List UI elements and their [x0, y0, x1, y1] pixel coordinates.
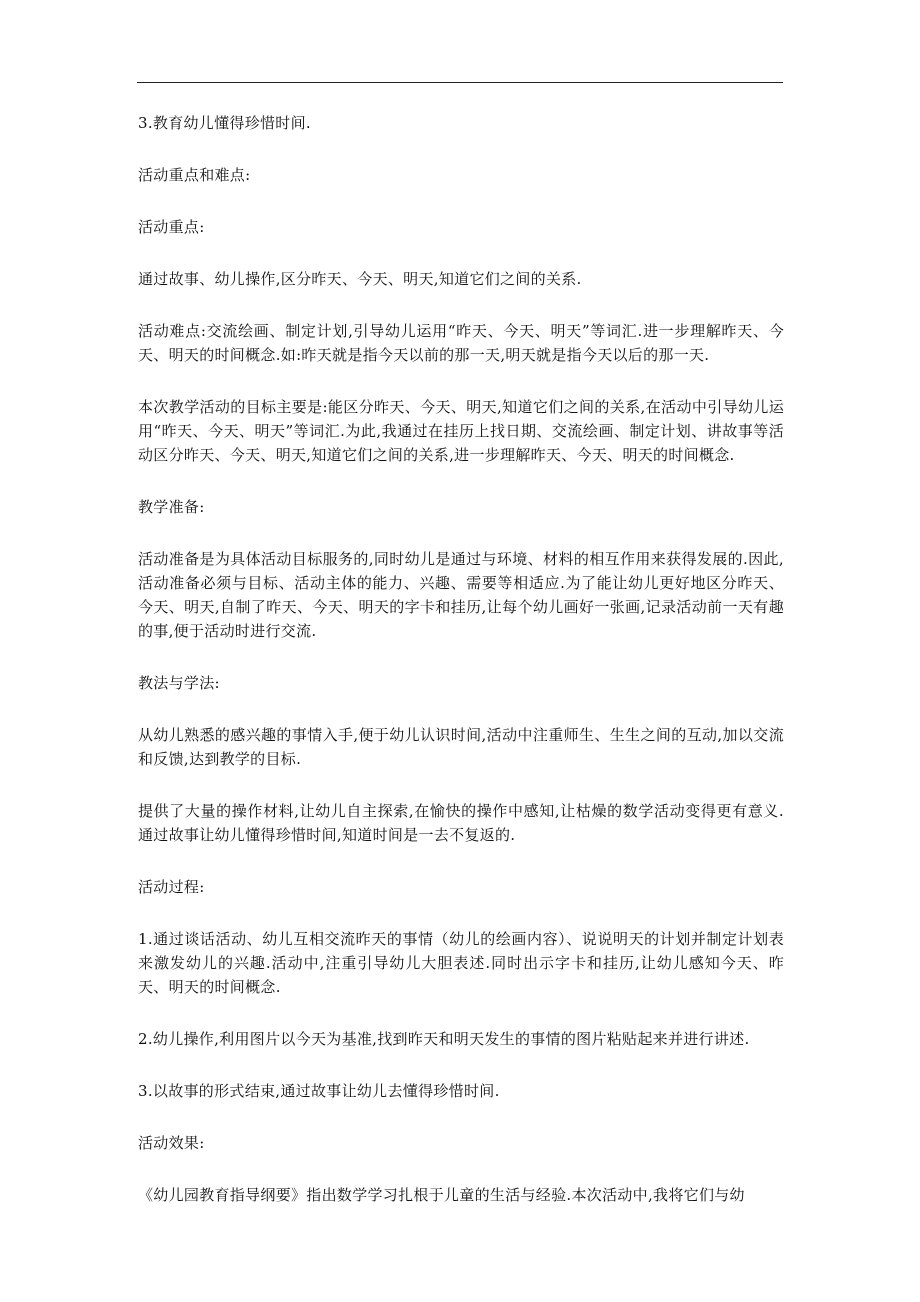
process-step-1: 1.通过谈话活动、幼儿互相交流昨天的事情（幼儿的绘画内容）、说说明天的计划并制定计划表来激发幼儿的兴趣.活动中,注重引导幼儿大胆表述.同时出示字卡和挂历,让幼儿感知今天、昨天、明天的时间概念.	[138, 930, 784, 996]
difficult-points-text: 活动难点:交流绘画、制定计划,引导幼儿运用“昨天、今天、明天”等词汇.进一步理解昨天、今天、明天的时间概念.如:昨天就是指今天以前的那一天,明天就是指今天以后的那一天.	[138, 322, 784, 364]
section-heading-preparation: 教学准备:	[138, 498, 205, 516]
methods-text-1: 从幼儿熟悉的感兴趣的事情入手,便于幼儿认识时间,活动中注重师生、生生之间的互动,加以交流和反馈,达到教学的目标.	[138, 726, 784, 768]
section-heading-effect: 活动效果:	[138, 1134, 205, 1152]
section-heading-key-difficult-points: 活动重点和难点:	[138, 166, 251, 184]
document-body	[138, 111, 784, 1235]
key-points-text: 通过故事、幼儿操作,区分昨天、今天、明天,知道它们之间的关系.	[138, 270, 582, 288]
effect-text: 《幼儿园教育指导纲要》指出数学学习扎根于儿童的生活与经验.本次活动中,我将它们与幼	[138, 1186, 745, 1204]
section-heading-methods: 教法与学法:	[138, 674, 220, 692]
section-heading-process: 活动过程:	[138, 878, 205, 896]
goal-item-3: 3.教育幼儿懂得珍惜时间.	[138, 114, 311, 132]
process-step-3: 3.以故事的形式结束,通过故事让幼儿去懂得珍惜时间.	[138, 1082, 500, 1100]
methods-text-2: 提供了大量的操作材料,让幼儿自主探索,在愉快的操作中感知,让枯燥的数学活动变得更有意义.通过故事让幼儿懂得珍惜时间,知道时间是一去不复返的.	[138, 802, 784, 844]
goals-summary-text: 本次教学活动的目标主要是:能区分昨天、今天、明天,知道它们之间的关系,在活动中引导幼儿运用“昨天、今天、明天”等词汇.为此,我通过在挂历上找日期、交流绘画、制定计划、讲故事等活动区分昨天、今天、明天,知道它们之间的关系,进一步理解昨天、今天、明天的时间概念.	[138, 398, 784, 464]
subheading-key-points: 活动重点:	[138, 218, 205, 236]
header-rule	[137, 82, 783, 83]
process-step-2: 2.幼儿操作,利用图片以今天为基准,找到昨天和明天发生的事情的图片粘贴起来并进行讲述.	[138, 1030, 750, 1048]
preparation-text: 活动准备是为具体活动目标服务的,同时幼儿是通过与环境、材料的相互作用来获得发展的.因此,活动准备必须与目标、活动主体的能力、兴趣、需要等相适应.为了能让幼儿更好地区分昨天、今天、明天,自制了昨天、今天、明天的字卡和挂历,让每个幼儿画好一张画,记录活动前一天有趣的事,便于活动时进行交流.	[138, 550, 784, 640]
